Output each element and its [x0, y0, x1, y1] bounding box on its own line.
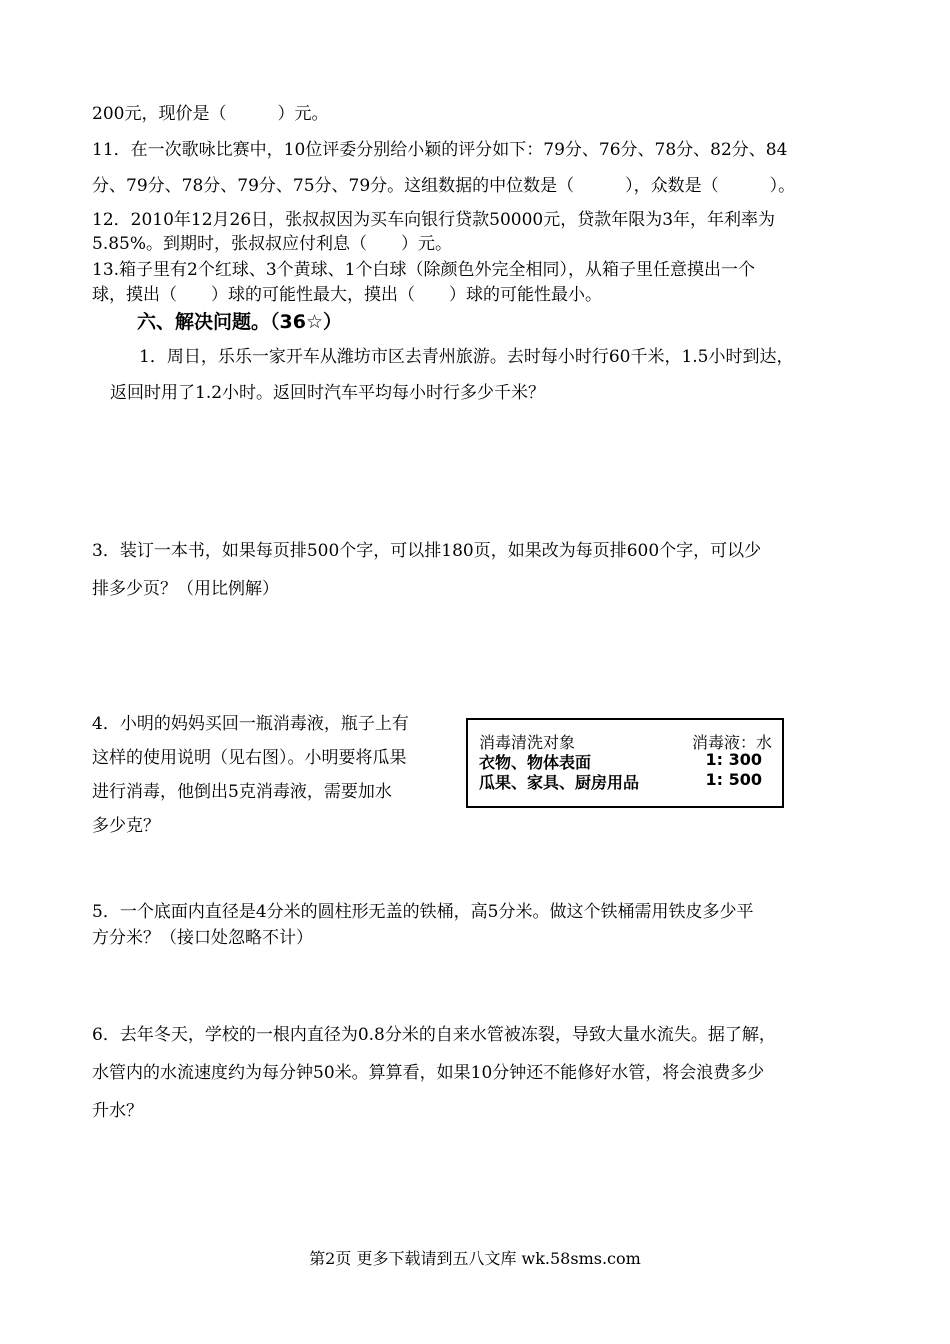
problem3-line1: 3．装订一本书，如果每页排500个字，可以排180页，如果改为每页排600个字，可以少 — [92, 541, 762, 561]
disinfectant-instructions-box — [466, 718, 784, 808]
q10-continuation: 200元，现价是（ ）元。 — [92, 104, 329, 124]
q13-line2: 球，摸出（ ）球的可能性最大，摸出（ ）球的可能性最小。 — [92, 285, 602, 305]
problem6-line3: 升水？ — [92, 1101, 143, 1121]
problem6-line2: 水管内的水流速度约为每分钟50米。算算看，如果10分钟还不能修好水管，将会浪费多少 — [92, 1063, 765, 1083]
problem4-line1: 4．小明的妈妈买回一瓶消毒液，瓶子上有 — [92, 714, 409, 734]
problem4-line3: 进行消毒，他倒出5克消毒液，需要加水 — [92, 782, 392, 802]
box-row2-ratio: 1: 500 — [705, 770, 762, 789]
q11-line1: 11．在一次歌咏比赛中，10位评委分别给小颖的评分如下：79分、76分、78分、82分、84 — [92, 140, 788, 160]
page-footer: 第2页 更多下载请到五八文库 wk.58sms.com — [309, 1249, 641, 1268]
q13-line1: 13.箱子里有2个红球、3个黄球、1个白球（除颜色外完全相同），从箱子里任意摸出一个 — [92, 260, 755, 280]
problem5-line2: 方分米？（接口处忽略不计） — [92, 928, 313, 948]
q11-line2: 分、79分、78分、79分、75分、79分。这组数据的中位数是（ ），众数是（ ）。 — [92, 176, 796, 196]
q12-line2: 5.85%。到期时，张叔叔应付利息（ ）元。 — [92, 234, 453, 254]
box-header-right: 消毒液：水 — [691, 733, 772, 752]
problem6-line1: 6．去年冬天，学校的一根内直径为0.8分米的自来水管被冻裂，导致大量水流失。据了解， — [92, 1025, 776, 1045]
box-header-left: 消毒清洗对象 — [479, 733, 576, 752]
box-row1-label: 衣物、物体表面 — [479, 753, 592, 772]
problem1-line2: 返回时用了1.2小时。返回时汽车平均每小时行多少千米？ — [110, 383, 546, 403]
problem3-line2: 排多少页？（用比例解） — [92, 579, 279, 599]
box-row1-ratio: 1: 300 — [705, 750, 762, 769]
problem5-line1: 5．一个底面内直径是4分米的圆柱形无盖的铁桶，高5分米。做这个铁桶需用铁皮多少平 — [92, 902, 754, 922]
problem1-line1: 1．周日，乐乐一家开车从潍坊市区去青州旅游。去时每小时行60千米，1.5小时到达， — [139, 347, 794, 367]
box-row2-label: 瓜果、家具、厨房用品 — [479, 773, 640, 792]
problem4-line4: 多少克？ — [92, 816, 160, 836]
q12-line1: 12．2010年12月26日，张叔叔因为买车向银行贷款50000元，贷款年限为3年，年利率为 — [92, 210, 776, 230]
section-heading: 六、解决问题。（36☆） — [137, 311, 342, 333]
problem4-line2: 这样的使用说明（见右图）。小明要将瓜果 — [92, 748, 407, 768]
